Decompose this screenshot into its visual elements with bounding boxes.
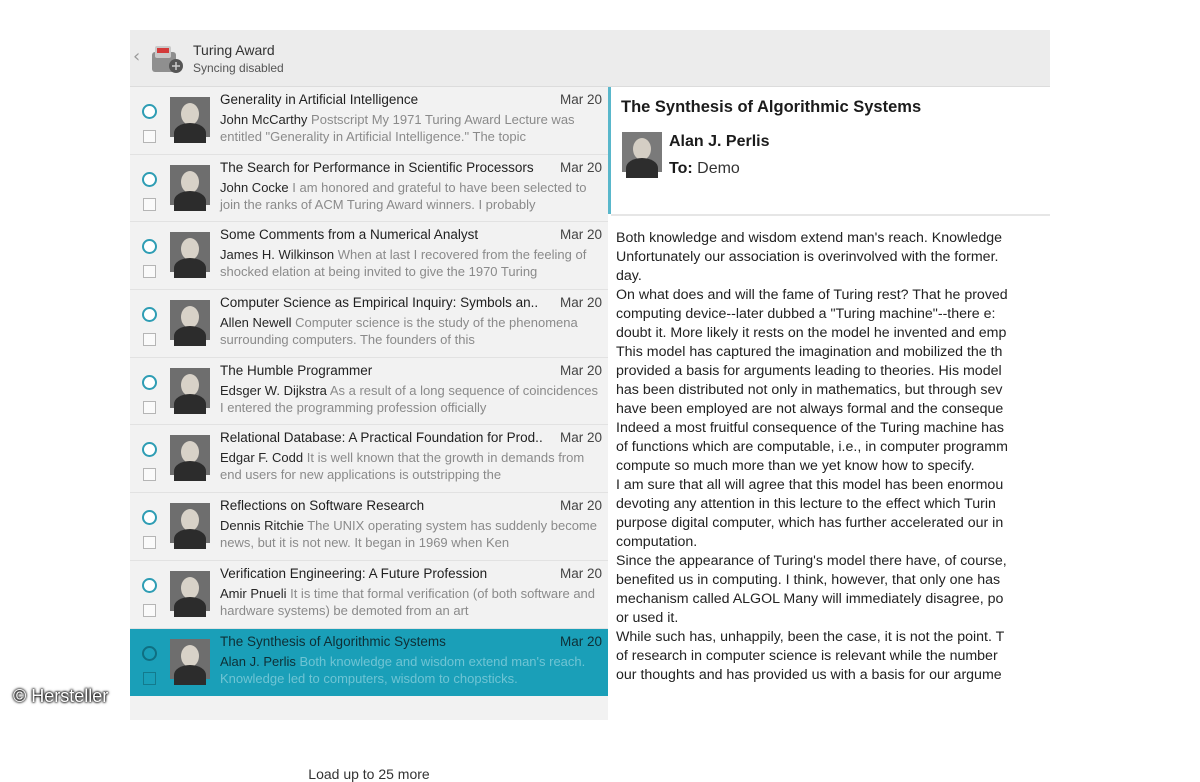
unread-indicator-icon[interactable] [142,442,157,457]
body-line: This model has captured the imagination and mobilized the th [616,344,1003,360]
unread-indicator-icon[interactable] [142,375,157,390]
avatar[interactable] [170,503,210,543]
message-snippet: I am honored and grateful to have been selected to join the ranks of ACM Turing Award winners. I probably [220,179,587,212]
reader-recipient [669,160,740,178]
message-preview [220,382,602,416]
to-value: Demo [697,160,740,177]
body-line: of functions which are computable, i.e., in computer programm [616,439,1008,455]
message-preview [220,314,602,348]
message-row[interactable] [130,358,608,426]
avatar[interactable] [170,97,210,137]
message-body [616,229,1050,709]
message-list[interactable] [130,87,608,782]
message-subject: The Search for Performance in Scientific Processors [220,159,534,175]
message-subject: The Synthesis of Algorithmic Systems [220,633,446,649]
message-subject: Reflections on Software Research [220,498,425,514]
body-line: On what does and will the fame of Turing rest? That he proved [616,287,1008,303]
sender-avatar[interactable] [622,132,662,172]
unread-indicator-icon[interactable] [142,239,157,254]
message-snippet: As a result of a long sequence of coincidences I entered the programming profession officially [220,382,598,415]
body-line: computation. [616,534,698,550]
message-date: Mar 20 [559,362,602,378]
message-sender: John McCarthy [220,112,308,127]
avatar[interactable] [170,232,210,272]
load-more-button[interactable]: Load up to 25 more [308,766,430,782]
message-row-selected[interactable] [130,629,608,697]
avatar[interactable] [170,571,210,611]
message-sender: Amir Pnueli [220,585,287,601]
message-date: Mar 20 [559,227,602,243]
message-subject: Computer Science as Empirical Inquiry: Symbols an.. [220,295,539,311]
body-line: computing device--later dubbed a "Turing machine"--there e: [616,306,996,322]
message-snippet: It is time that formal verification (of both software and hardware systems) be demoted from an art [220,585,596,618]
app-icon[interactable] [146,38,186,78]
unread-indicator-icon[interactable] [142,578,157,593]
select-checkbox[interactable] [143,536,156,549]
body-line: provided a basis for arguments leading to theories. His model [616,363,1002,379]
message-date: Mar 20 [559,565,602,581]
avatar[interactable] [170,300,210,340]
message-subject: Verification Engineering: A Future Profession [220,565,488,581]
reader-header [611,87,1050,216]
body-line: mechanism called ALGOL Many will immediately disagree, po [616,591,1004,607]
avatar[interactable] [170,435,210,475]
avatar[interactable] [170,639,210,679]
message-subject: Relational Database: A Practical Foundation for Prod.. [220,430,543,446]
sync-status: Syncing disabled [193,61,284,75]
message-row[interactable] [130,290,608,358]
body-line: Both knowledge and wisdom extend man's reach. Knowledge [616,230,1003,246]
unread-indicator-icon[interactable] [142,307,157,322]
message-subject: Some Comments from a Numerical Analyst [220,227,479,243]
body-line: of research in computer science is relevant while the number [616,648,998,664]
message-sender: James H. Wilkinson [220,247,335,263]
unread-indicator-icon[interactable] [142,646,157,661]
body-line: Unfortunately our association is overinvolved with the former. [616,249,999,265]
app-window [130,30,1050,782]
message-row[interactable] [130,493,608,561]
message-sender: Edsger W. Dijkstra [220,382,327,398]
select-checkbox[interactable] [143,604,156,617]
action-bar [130,30,1050,87]
reader-sender[interactable]: Alan J. Perlis [669,133,770,150]
message-sender: Edgar F. Codd [220,450,304,466]
body-line: Since the appearance of Turing's model there have, of course, [616,553,1007,569]
message-date: Mar 20 [559,92,602,107]
body-line: While such has, unhappily, been the case, it is not the point. T [616,629,1005,645]
reader-subject: The Synthesis of Algorithmic Systems [621,98,922,116]
message-preview [220,179,602,213]
message-row[interactable] [130,155,608,223]
select-checkbox[interactable] [143,468,156,481]
message-preview [220,111,602,145]
message-sender: Allen Newell [220,315,292,331]
copyright-watermark: © Hersteller [13,686,109,706]
message-date: Mar 20 [559,498,602,514]
message-date: Mar 20 [559,295,602,311]
message-sender: John Cocke [220,179,289,195]
message-snippet: It is well known that the growth in demands from end users for new applications is outstripping the [220,450,585,483]
select-checkbox[interactable] [143,198,156,211]
body-line: benefited us in computing. I think, however, that only one has [616,572,1001,588]
body-line: day. [616,268,642,284]
select-checkbox[interactable] [143,130,156,143]
message-row[interactable] [130,222,608,290]
body-line: doubt it. More likely it rests on the model he invented and emp [616,325,1007,341]
message-snippet: The UNIX operating system has suddenly become news, but it is not new. It began in 1969 when Ken [220,518,597,551]
message-row[interactable] [130,87,608,155]
unread-indicator-icon[interactable] [142,172,157,187]
body-line: purpose digital computer, which has further accelerated our in [616,515,1004,531]
unread-indicator-icon[interactable] [142,510,157,525]
message-row[interactable] [130,561,608,629]
message-subject: The Humble Programmer [220,362,373,378]
unread-indicator-icon[interactable] [142,104,157,119]
body-line: our thoughts and has provided us with a basis for our argume [616,667,1002,683]
select-checkbox[interactable] [143,401,156,414]
message-snippet: Postscript My 1971 Turing Award Lecture was entitled "Generality in Artificial Intelligence." The topic [220,112,575,144]
message-preview [220,517,602,551]
body-line: compute so much more than we yet know how to specify. [616,458,975,474]
message-date: Mar 20 [559,430,602,446]
message-preview [220,585,602,619]
account-title: Turing Award [193,42,275,58]
message-date: Mar 20 [559,159,602,175]
body-line: have been employed are not always formal and the conseque [616,401,1004,417]
select-checkbox[interactable] [143,265,156,278]
message-sender: Dennis Ritchie [220,518,304,534]
select-checkbox[interactable] [143,672,156,685]
to-label: To: [669,160,693,177]
message-snippet: When at last I recovered from the feeling of shocked elation at being invited to give the 1970 Turing [220,247,587,280]
message-preview [220,246,602,280]
message-preview [220,653,602,687]
body-line: I am sure that all will agree that this model has been enormou [616,477,1004,493]
body-line: or used it. [616,610,679,626]
avatar[interactable] [170,165,210,205]
message-preview [220,449,602,483]
body-line: Indeed a most fruitful consequence of the Turing machine has [616,420,1005,436]
message-row[interactable] [130,425,608,493]
message-snippet: Both knowledge and wisdom extend man's reach. Knowledge led to computers, wisdom to chopsticks. [220,653,586,686]
select-checkbox[interactable] [143,333,156,346]
message-subject: Generality in Artificial Intelligence [220,92,419,107]
back-icon[interactable]: ‹ [133,46,141,67]
message-date: Mar 20 [559,633,602,649]
avatar[interactable] [170,368,210,408]
message-snippet: Computer science is the study of the phenomena surrounding computers. The founders of this [220,315,578,348]
body-line: has been distributed not only in mathematics, but through sev [616,382,1003,398]
message-sender: Alan J. Perlis [220,653,296,669]
body-line: devoting any attention in this lecture to the effect which Turin [616,496,996,512]
